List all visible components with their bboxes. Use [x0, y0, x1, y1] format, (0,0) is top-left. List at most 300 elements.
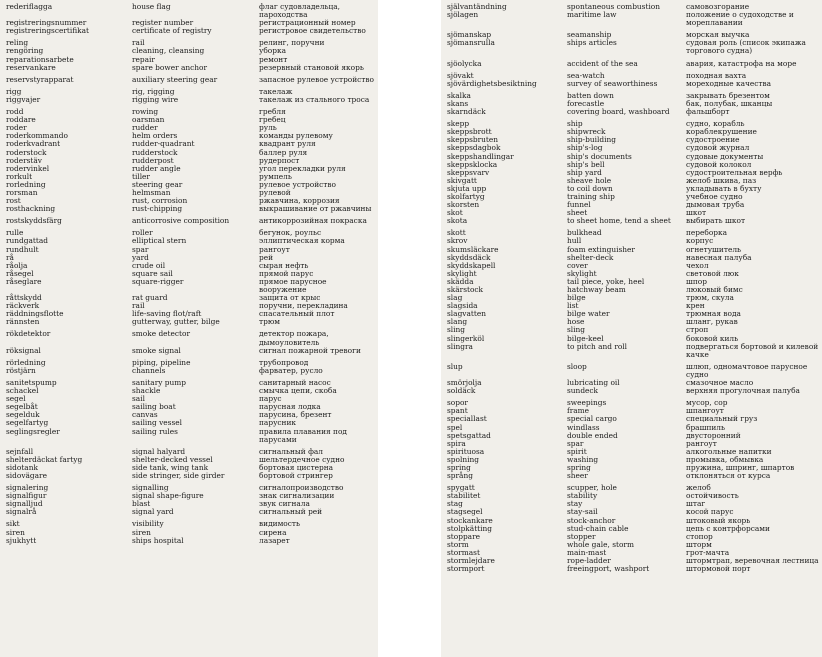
swedish-term: stormlejdare [447, 556, 495, 565]
swedish-term: rulle [6, 228, 24, 238]
russian-term: спасательный плот [259, 309, 335, 319]
english-term: siren [132, 527, 151, 537]
russian-term: прямое парусное вооружение [259, 276, 327, 294]
russian-term: рулевое устройство [259, 179, 337, 189]
swedish-term: segelfartyg [6, 418, 49, 428]
english-term: elliptical stern [132, 236, 187, 246]
russian-term: косой парус [686, 507, 734, 517]
russian-term: самовозгорание [686, 2, 750, 11]
russian-term: бортовая цистерна [259, 462, 334, 472]
swedish-term: sopor [447, 398, 468, 408]
russian-term: санитарный насос [259, 377, 331, 387]
english-term: square-rigger [132, 276, 184, 286]
dictionary-entry [447, 294, 820, 302]
russian-term: трюм, скула [686, 293, 734, 303]
dictionary-entry [6, 278, 376, 294]
english-term: shipwreck [567, 127, 606, 137]
russian-term: флаг судовладельца, пароходства [259, 2, 341, 20]
swedish-term: skolfartyg [447, 191, 485, 201]
swedish-term: skot [447, 208, 463, 218]
english-term: rudderstock [132, 147, 178, 157]
russian-term: трюм [259, 317, 281, 327]
left-entries [6, 3, 376, 545]
russian-term: бортовой стрингер [259, 470, 333, 480]
english-term: cover [567, 260, 588, 270]
english-term: scupper, hole [567, 483, 617, 493]
russian-term: судовой журнал [686, 143, 750, 153]
russian-term: трубопровод [259, 357, 309, 367]
dictionary-entry [447, 108, 820, 116]
dictionary-entry [447, 326, 820, 334]
swedish-term: skarndäck [447, 107, 486, 117]
dictionary-entry [6, 387, 376, 395]
english-term: stability [567, 491, 598, 501]
dictionary-entry [6, 472, 376, 480]
dictionary-entry [447, 302, 820, 310]
english-term: rat guard [132, 293, 168, 303]
russian-term: смычка цепи, скоба [259, 386, 337, 396]
english-term: cleaning, cleansing [132, 46, 205, 56]
english-term: rudder [132, 123, 158, 133]
dictionary-entry [6, 116, 376, 124]
russian-term: алкогольные напитки [686, 446, 772, 456]
english-term: smoke signal [132, 345, 181, 355]
dictionary-entry [447, 278, 820, 286]
russian-term: рудерпост [259, 155, 300, 165]
dictionary-entry [6, 140, 376, 148]
russian-term: двусторонний [686, 430, 741, 440]
dictionary-entry [6, 165, 376, 173]
russian-term: морская выучка [686, 30, 750, 40]
english-term: bilge water [567, 309, 610, 319]
russian-term: световой люк [686, 268, 739, 278]
english-term: repair [132, 54, 155, 64]
russian-term: специальный груз [686, 414, 758, 424]
russian-term: пружина, шпринг, шпартов [686, 462, 795, 472]
russian-term: закрывать брезентом [686, 90, 770, 100]
russian-term: кораблекрушение [686, 127, 757, 137]
russian-term: промывка, обмывка [686, 454, 764, 464]
swedish-term: rosthackning [6, 204, 56, 214]
swedish-term: slagvatten [447, 309, 486, 319]
english-term: helmsman [132, 187, 171, 197]
swedish-term: spel [447, 422, 463, 432]
english-term: spring [567, 462, 591, 472]
english-term: blast [132, 499, 151, 509]
russian-term: остойчивость [686, 491, 739, 501]
swedish-term: siren [6, 527, 25, 537]
russian-term: шторм [686, 539, 712, 549]
dictionary-entry [447, 424, 820, 432]
russian-term: баллер руля [259, 147, 308, 157]
swedish-term: rorledning [6, 179, 46, 189]
swedish-term: stag [447, 499, 463, 509]
swedish-term: spygatt [447, 483, 475, 493]
swedish-term: skädda [447, 276, 474, 286]
swedish-term: skumsläckare [447, 244, 499, 254]
swedish-term: räddningsflotte [6, 309, 64, 319]
swedish-term: skeppsdagbok [447, 143, 501, 153]
english-term: double ended [567, 430, 618, 440]
dictionary-entry [6, 237, 376, 245]
dictionary-entry [6, 367, 376, 375]
dictionary-entry [6, 254, 376, 262]
russian-term: фальшборт [686, 107, 730, 117]
russian-term: рангоут [686, 438, 717, 448]
russian-term: грот-мачта [686, 547, 730, 557]
dictionary-entry [447, 262, 820, 270]
english-term: special cargo [567, 414, 617, 424]
english-term: frame [567, 406, 590, 416]
swedish-term: sanitetspump [6, 377, 57, 387]
dictionary-entry [6, 262, 376, 270]
russian-term: цепь с контрфорсами [686, 523, 770, 533]
english-term: spar [567, 438, 584, 448]
dictionary-entry [447, 432, 820, 440]
russian-term: желоб [686, 483, 711, 493]
swedish-term: sjövakt [447, 70, 474, 80]
swedish-term: roderstäv [6, 155, 42, 165]
english-term: seamanship [567, 30, 612, 40]
dictionary-entry [6, 347, 376, 355]
right-page [441, 0, 822, 657]
english-term: hatchway beam [567, 285, 626, 294]
russian-term: авария, катастрофа на море [686, 58, 797, 68]
english-term: sheer [567, 471, 588, 481]
swedish-term: signalrå [6, 507, 37, 517]
swedish-term: röstjärn [6, 365, 36, 375]
swedish-term: spant [447, 406, 468, 416]
russian-term: ремонт [259, 54, 288, 64]
dictionary-entry [447, 136, 820, 144]
english-term: shelter-deck [567, 252, 614, 262]
english-term: lubricating oil [567, 378, 620, 388]
english-term: to coil down [567, 183, 613, 193]
russian-term: знак сигнализации [259, 491, 335, 501]
english-term: sundeck [567, 386, 599, 396]
russian-term: квадрант руля [259, 139, 316, 149]
english-term: sea-watch [567, 70, 605, 80]
russian-term: сырая нефть [259, 260, 309, 270]
english-term: main-mast [567, 547, 607, 557]
english-term: shackle [132, 386, 161, 396]
english-term: side tank, wing tank [132, 462, 209, 472]
swedish-term: schackel [6, 386, 39, 396]
swedish-term: sidovägare [6, 470, 47, 480]
russian-term: такелаж из стального троса [259, 94, 370, 104]
english-term: sail [132, 394, 145, 404]
english-term: smoke detector [132, 329, 190, 339]
russian-term: фарватер, русло [259, 365, 323, 375]
dictionary-entry [6, 246, 376, 254]
russian-term: штормовой порт [686, 564, 751, 574]
english-term: survey of seaworthiness [567, 78, 658, 88]
swedish-term: stolpkätting [447, 523, 492, 533]
english-term: rudderpost [132, 155, 174, 165]
english-term: whole gale, storm [567, 539, 634, 549]
swedish-term: roderkommando [6, 131, 68, 141]
english-term: tiller [132, 171, 150, 181]
russian-term: гребля [259, 107, 286, 117]
russian-term: релинг, поручни [259, 38, 325, 48]
english-term: stay [567, 499, 583, 509]
dictionary-entry [447, 201, 820, 209]
dictionary-entry [447, 399, 820, 407]
russian-term: сигналопроизводство [259, 483, 344, 493]
swedish-term: räckverk [6, 301, 40, 311]
dictionary-entry [6, 217, 376, 225]
dictionary-entry [6, 537, 376, 545]
russian-term: такелаж [259, 86, 293, 96]
english-term: sheet [567, 208, 588, 218]
russian-term: защита от крыс [259, 293, 321, 303]
english-term: bilge-keel [567, 333, 604, 343]
russian-term: сигнал пожарной тревоги [259, 345, 361, 355]
dictionary-entry [6, 27, 376, 35]
english-term: ships articles [567, 38, 617, 48]
russian-term: дымовая труба [686, 200, 745, 210]
swedish-term: slag [447, 293, 463, 303]
swedish-term: rundgattad [6, 236, 48, 246]
english-term: accident of the sea [567, 58, 638, 68]
swedish-term: slang [447, 317, 468, 327]
english-term: sling [567, 325, 586, 335]
english-term: certificate of registry [132, 26, 212, 36]
swedish-term: slup [447, 361, 463, 371]
swedish-term: seglingsregler [6, 426, 60, 436]
swedish-term: skalka [447, 90, 471, 100]
dictionary-entry [447, 11, 820, 27]
swedish-term: storm [447, 539, 469, 549]
english-term: sailing boat [132, 402, 176, 412]
english-term: hull [567, 236, 582, 246]
english-term: washing [567, 454, 599, 464]
english-term: signal shape-figure [132, 491, 204, 501]
english-term: ship's documents [567, 151, 632, 161]
swedish-term: roder [6, 123, 27, 133]
dictionary-entry [6, 428, 376, 444]
swedish-term: signalfigur [6, 491, 47, 501]
swedish-term: spring [447, 462, 471, 472]
dictionary-entry [447, 185, 820, 193]
russian-term: походная вахта [686, 70, 747, 80]
russian-term: корпус [686, 236, 714, 246]
english-term: helm orders [132, 131, 178, 141]
russian-term: люковый бимс [686, 285, 743, 294]
russian-term: эллиптическая корма [259, 236, 345, 246]
russian-term: желоб шкива, паз [686, 175, 757, 185]
russian-term: крен [686, 301, 705, 311]
dictionary-entry [447, 508, 820, 516]
english-term: sailing vessel [132, 418, 183, 428]
russian-term: парус [259, 394, 282, 404]
english-term: sweepings [567, 398, 607, 408]
dictionary-entry [447, 484, 820, 492]
swedish-term: stormport [447, 564, 485, 574]
dictionary-entry [447, 229, 820, 237]
dictionary-entry [6, 64, 376, 72]
russian-term: антикоррозийная покраска [259, 216, 367, 226]
dictionary-entry [6, 492, 376, 500]
russian-term: судно, корабль [686, 119, 745, 129]
russian-term: видимость [259, 519, 301, 529]
swedish-term: skeppsklocka [447, 159, 498, 169]
swedish-term: skott [447, 228, 466, 238]
swedish-term: registreringscertifikat [6, 26, 90, 36]
english-term: batten down [567, 90, 614, 100]
dictionary-entry [447, 217, 820, 225]
swedish-term: rökdetektor [6, 329, 51, 339]
dictionary-entry [6, 149, 376, 157]
dictionary-entry [447, 500, 820, 508]
swedish-term: slingra [447, 341, 473, 351]
swedish-term: rengöring [6, 46, 44, 56]
russian-term: огнетушитель [686, 244, 742, 254]
russian-term: правила плавания под парусами [259, 426, 347, 444]
russian-term: верхняя прогулочная палуба [686, 386, 800, 396]
english-term: foam extinguisher [567, 244, 635, 254]
dictionary-entry [447, 246, 820, 254]
english-term: register number [132, 18, 194, 28]
swedish-term: reparationsarbete [6, 54, 74, 64]
swedish-term: speciallast [447, 414, 487, 424]
swedish-term: röksignal [6, 345, 41, 355]
english-term: stock-anchor [567, 515, 616, 525]
english-term: crude oil [132, 260, 166, 270]
russian-term: шпангоут [686, 406, 724, 416]
dictionary-entry [447, 310, 820, 318]
english-term: stud-chain cable [567, 523, 629, 533]
swedish-term: roderkvadrant [6, 139, 61, 149]
swedish-term: segelduk [6, 410, 40, 420]
swedish-term: skärstock [447, 285, 484, 294]
russian-term: смазочное масло [686, 378, 754, 388]
swedish-term: rännsten [6, 317, 40, 327]
english-term: skylight [567, 268, 597, 278]
dictionary-entry [6, 318, 376, 326]
dictionary-entry [447, 39, 820, 55]
swedish-term: spetsgattad [447, 430, 491, 440]
russian-term: руль [259, 123, 277, 133]
dictionary-entry [6, 181, 376, 189]
russian-term: мореходные качества [686, 78, 772, 88]
swedish-term: reservstyrapparat [6, 74, 74, 84]
russian-term: парусник [259, 418, 297, 428]
english-term: side stringer, side girder [132, 470, 225, 480]
dictionary-entry [6, 411, 376, 419]
russian-term: чехол [686, 260, 709, 270]
dictionary-entry [6, 520, 376, 528]
english-term: rudder angle [132, 163, 181, 173]
english-term: to pitch and roll [567, 341, 628, 351]
swedish-term: råolja [6, 260, 28, 270]
swedish-term: stabilitet [447, 491, 481, 501]
russian-term: строп [686, 325, 709, 335]
russian-term: лазарет [259, 535, 290, 545]
english-term: ship [567, 119, 583, 129]
dictionary-entry [6, 330, 376, 346]
swedish-term: rodervinkel [6, 163, 50, 173]
swedish-term: sidotank [6, 462, 38, 472]
english-term: roller [132, 228, 153, 238]
swedish-term: segel [6, 394, 26, 404]
english-term: rail [132, 38, 145, 48]
swedish-term: sjölagen [447, 10, 479, 20]
dictionary-entry [447, 286, 820, 294]
english-term: visibility [132, 519, 164, 529]
russian-term: детектор пожара, дымоуловитель [259, 329, 329, 347]
swedish-term: roderstock [6, 147, 47, 157]
right-entries [447, 3, 820, 573]
english-term: stay-sail [567, 507, 598, 517]
english-term: ships hospital [132, 535, 184, 545]
russian-term: ржавчина, коррозия [259, 196, 340, 206]
english-term: rail [132, 301, 145, 311]
dictionary-entry [6, 3, 376, 19]
english-term: shelter-decked vessel [132, 454, 213, 464]
dictionary-entry [447, 541, 820, 549]
english-term: sloop [567, 361, 587, 371]
swedish-term: stagsegel [447, 507, 483, 517]
english-term: rudder-quadrant [132, 139, 195, 149]
swedish-term: sejnfall [6, 446, 34, 456]
english-term: rowing [132, 107, 159, 117]
english-term: sheave hole [567, 175, 612, 185]
russian-term: судостроение [686, 135, 740, 145]
english-term: spirit [567, 446, 587, 456]
swedish-term: sjukhytt [6, 535, 37, 545]
english-term: freeingport, washport [567, 564, 650, 574]
swedish-term: sikt [6, 519, 20, 529]
english-term: rust, corrosion [132, 196, 188, 206]
dictionary-entry [6, 76, 376, 84]
dictionary-entry [447, 80, 820, 88]
swedish-term: reservankare [6, 62, 56, 72]
swedish-term: rederiflagga [6, 2, 53, 11]
russian-term: гребец [259, 115, 286, 125]
russian-term: сигнальный рей [259, 507, 323, 517]
russian-term: бак, полубак, шканцы [686, 98, 773, 108]
swedish-term: skivgatt [447, 175, 477, 185]
swedish-term: spirituosa [447, 446, 485, 456]
russian-term: сигнальный фал [259, 446, 323, 456]
swedish-term: skeppsbrott [447, 127, 492, 137]
russian-term: учебное судно [686, 191, 743, 201]
russian-term: шкот [686, 208, 707, 218]
english-term: rigging wire [132, 94, 179, 104]
swedish-term: skeppsvarv [447, 167, 490, 177]
english-term: piping, pipeline [132, 357, 191, 367]
english-term: gutterway, gutter, bilge [132, 317, 220, 327]
swedish-term: sjövärdighetsbesiktning [447, 78, 537, 88]
russian-term: судовая роль (список экипажа торгового судна) [686, 38, 806, 56]
english-term: ship yard [567, 167, 602, 177]
english-term: hose [567, 317, 585, 327]
russian-term: судовые документы [686, 151, 764, 161]
russian-term: угол перекладки руля [259, 163, 346, 173]
russian-term: отклоняться от курса [686, 471, 771, 481]
russian-term: штоковый якорь [686, 515, 751, 525]
dictionary-entry [447, 169, 820, 177]
swedish-term: sjöolycka [447, 58, 482, 68]
dictionary-entry [447, 472, 820, 480]
russian-term: судовой колокол [686, 159, 752, 169]
dictionary-entry [447, 193, 820, 201]
dictionary-entry [447, 565, 820, 573]
swedish-term: rostskyddsfärg [6, 216, 62, 226]
swedish-term: sling [447, 325, 466, 335]
swedish-term: skjuta upp [447, 183, 487, 193]
